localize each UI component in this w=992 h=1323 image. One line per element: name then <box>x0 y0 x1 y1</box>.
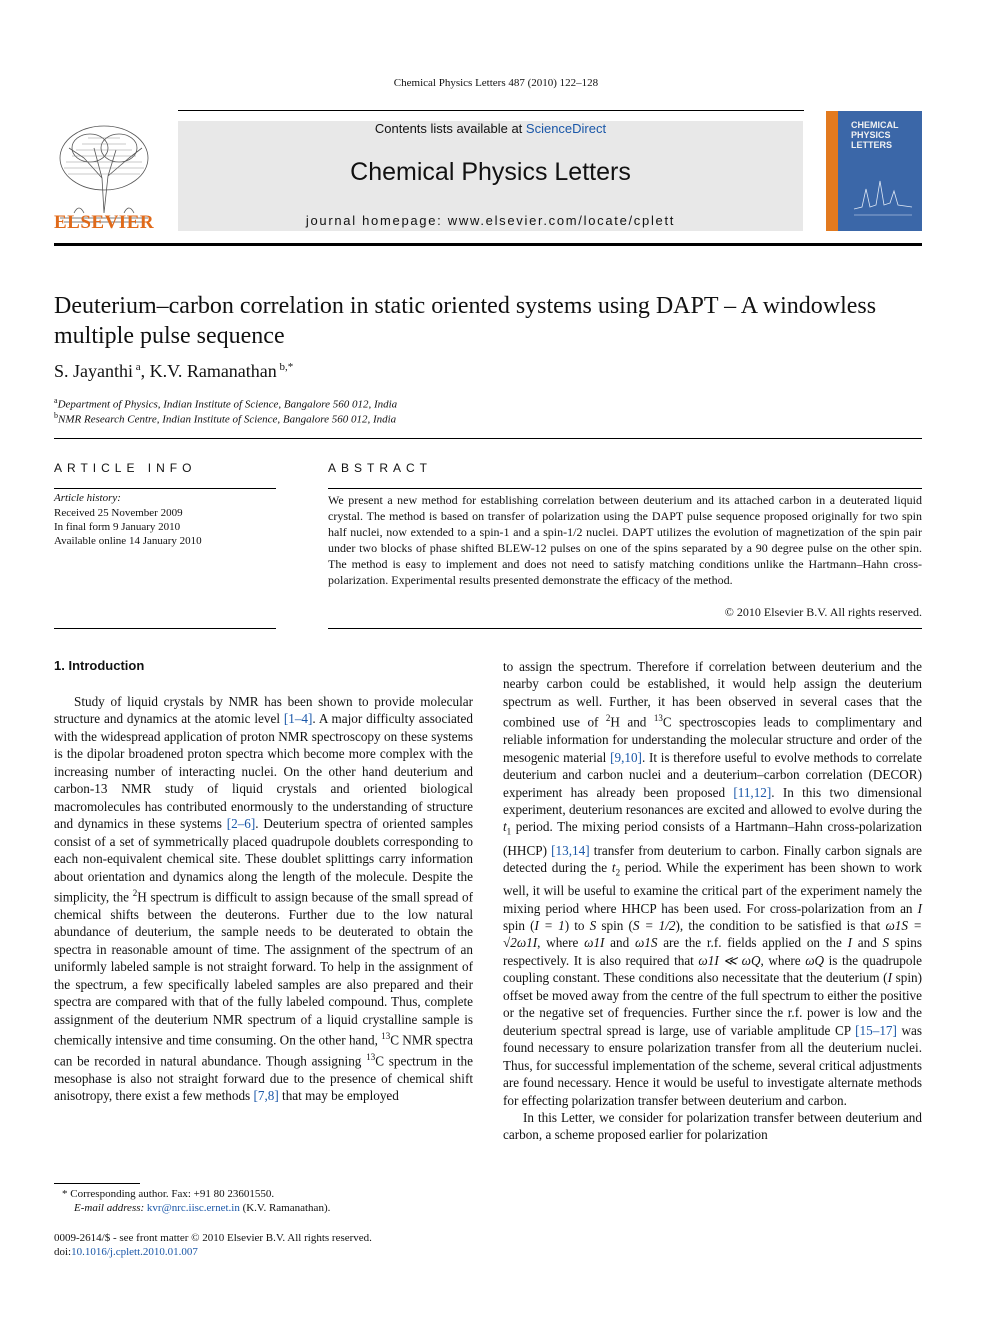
text-run: spins respectively. It is also required that <box>503 935 922 968</box>
sciencedirect-link[interactable]: ScienceDirect <box>525 121 607 136</box>
cover-title-line: LETTERS <box>851 140 893 150</box>
body-paragraph <box>54 693 473 1105</box>
math-var: S <box>589 918 597 934</box>
body-paragraph <box>503 658 922 1109</box>
text-run: ) to <box>564 918 590 934</box>
math-var: t <box>503 819 507 835</box>
citation-link[interactable]: [11,12] <box>733 784 772 800</box>
affil-text: Department of Physics, Indian Institute of Science, Bangalore 560 012, India <box>57 398 398 411</box>
history-online: Available online 14 January 2010 <box>54 535 202 547</box>
isotope-sup: 13 <box>366 1051 376 1062</box>
text-run: spin ( <box>503 918 535 934</box>
journal-homepage[interactable]: journal homepage: www.elsevier.com/locate/cplett <box>305 213 676 228</box>
body-column-left <box>54 693 473 1105</box>
abstract-text: We present a new method for establishing correlation between deuterium and its attached carbon in a deuterated liquid crystal. The method is based on transfer of polarization using the DAPT pulse sequence proposed originally for two spin half nuclei, now extended to a spin-1 and a spin-1/2 nuclei. DAPT utilizes the evolution of magnetization of the spin pair under two blocks of phase shifted BLEW-12 pulses on one of the spins separated by a 90 degree pulse on the other spin. The method is easy to implement and does not need to satisfy matching conditions unlike the Hartmann–Hahn cross-polarization. Experimental results presented demonstrate the efficacy of the method. <box>328 493 922 587</box>
math-var: I <box>847 935 853 951</box>
affil-mark: a <box>54 396 58 405</box>
math-var: t <box>611 860 616 876</box>
text-run: spin) offset be moved away from the centre of the full spectrum to either the positive or the negative set of frequencies. Further since the r.f. power is low and the deuterium spectral spread is large, use of variable amplitude CP <box>503 970 922 1038</box>
history-label: Article history: <box>54 492 121 504</box>
author-separator: , <box>140 361 150 381</box>
history-received: Received 25 November 2009 <box>54 507 183 519</box>
section-heading: 1. Introduction <box>54 658 145 673</box>
article-info-rule <box>54 488 276 489</box>
text-run: are the r.f. fields applied on the <box>657 935 848 951</box>
text-run: . It is therefore useful to evolve methods to correlate deuterium and carbon nuclei and a deuterium–carbon correlation (DECOR) experiment has already been proposed <box>503 749 922 800</box>
math-expr: ω1S = √2ω1I <box>503 918 922 951</box>
isotope-sup: 13 <box>381 1031 391 1041</box>
text-run: H spectrum is difficult to assign because of the small spread of chemical shifts between the deuterons. Further due to the low natural abundance of deuterium, the sample needs to be deuterated to obtain the spectra in reasonable amount of time. The assignment of the spectrum of an uniformly labeled sample is not straight forward. To help in the assignment of the spectrum, a few specifically labeled samples are also prepared and their spectra are compared with that of the fully labeled compound. Thus, complete assignment of the deuterium NMR spectrum of a liquid crystalline sample is chemically intensive and time consuming. On the other hand, <box>54 889 473 1048</box>
contents-available-line <box>178 121 803 136</box>
email-link[interactable]: kvr@nrc.iisc.ernet.in <box>146 1202 240 1214</box>
cover-accent-strip <box>826 111 838 231</box>
issn-line: 0009-2614/$ - see front matter © 2010 Elsevier B.V. All rights reserved. <box>54 1232 372 1244</box>
text-run: that may be employed <box>278 1088 399 1104</box>
text-run: H and <box>610 714 654 730</box>
history-final: In final form 9 January 2010 <box>54 521 181 533</box>
affiliation-b <box>54 411 396 426</box>
text-run: was found necessary to ensure polarization transfer from all the deuterium nuclei. Thus, for successful implementation of the scheme, several critical adjustments are found necessary. Hence it would be useful to investigate alternate methods for effecting polarization transfer between deuterium and carbon. <box>503 1022 922 1108</box>
masthead-top-rule <box>178 110 804 111</box>
math-var: S <box>882 935 890 951</box>
math-expr: S = 1/2 <box>632 918 676 934</box>
author-list <box>54 361 293 382</box>
abstract-copyright: © 2010 Elsevier B.V. All rights reserved. <box>724 605 922 619</box>
corresponding-author-note: * Corresponding author. Fax: +91 80 23601550. <box>62 1188 275 1200</box>
cover-title <box>851 120 899 150</box>
doi-line <box>54 1246 198 1258</box>
journal-name: Chemical Physics Letters <box>350 158 631 186</box>
isotope-sup: 13 <box>653 713 663 724</box>
text-run: is the quadrupole coupling constant. These conditions also necessitate that the deuterium ( <box>503 952 922 986</box>
author-affil-mark: a <box>135 361 141 373</box>
text-run: to assign the spectrum. Therefore if correlation between deuterium and the nearby carbon could be established, it would help assign the deuterium spectrum as well. Further, it has been observed in several cases that the combined use of <box>503 659 922 730</box>
text-run: and <box>852 935 883 951</box>
body-column-right <box>503 658 922 1144</box>
text-run: Study of liquid crystals by NMR has been shown to provide molecular structure and dynamics at the atomic level <box>54 694 473 727</box>
journal-cover-image <box>826 111 922 231</box>
math-expr: I = 1 <box>534 918 565 934</box>
body-paragraph <box>503 1109 922 1144</box>
text-run: . Deuterium spectra of oriented samples consist of a set of symmetrically placed quadrupole doublets corresponding to each non-equivalent chemical site. These doublet splittings carry information about orientation and dynamics along the length of the molecule. Despite the simplicity, the <box>54 816 473 905</box>
citation-link[interactable]: [13,14] <box>551 842 590 858</box>
author-name: S. Jayanthi <box>54 361 133 381</box>
text-run: . In this two dimensional experiment, deuterium resonances are excited and allowed to evolve during the <box>503 784 922 818</box>
cover-figure-icon <box>852 169 914 219</box>
text-run: ), the condition to be satisfied is that <box>675 918 886 934</box>
doi-link[interactable]: 10.1016/j.cplett.2010.01.007 <box>71 1246 198 1258</box>
abstract-bottom-rule <box>328 628 922 629</box>
math-var: I <box>917 900 922 916</box>
author-name: K.V. Ramanathan <box>149 361 277 381</box>
text-run: transfer from deuterium to carbon. Finally carbon signals are detected during the <box>503 842 922 876</box>
author-affil-mark: b,* <box>279 361 294 373</box>
text-run: and <box>604 935 635 951</box>
journal-reference: Chemical Physics Letters 487 (2010) 122–128 <box>393 77 599 89</box>
citation-link[interactable]: [15–17] <box>855 1022 897 1038</box>
email-note <box>74 1202 330 1214</box>
math-expr: ωQ <box>805 952 825 968</box>
doi-prefix: doi: <box>54 1246 72 1258</box>
citation-link[interactable]: [1–4] <box>283 711 313 727</box>
math-expr: ω1I ≪ ωQ <box>698 952 761 968</box>
citation-link[interactable]: [2–6] <box>226 816 256 832</box>
cover-title-line: PHYSICS <box>851 130 891 140</box>
footnote-rule <box>54 1183 140 1184</box>
text-run: C NMR spectra can be recorded in natural abundance. Though assigning <box>54 1032 473 1069</box>
text-run: In this Letter, we consider for polarization transfer between deuterium and carbon, a scheme proposed earlier for polarization <box>503 1110 922 1143</box>
isotope-sup: 2 <box>605 713 611 724</box>
elsevier-wordmark: ELSEVIER <box>54 212 155 233</box>
article-info-bottom-rule <box>54 628 276 629</box>
affil-text: NMR Research Centre, Indian Institute of Science, Bangalore 560 012, India <box>58 413 397 426</box>
text-run: C spectroscopies leads to complimentary and reliable information for understanding the molecular structure and order of the mesogenic material <box>503 714 922 765</box>
isotope-sup: 2 <box>132 887 138 898</box>
math-sub: 2 <box>615 867 621 878</box>
affil-mark: b <box>54 411 58 420</box>
math-expr: ω1S <box>634 935 658 951</box>
email-label: E-mail address: <box>74 1202 147 1214</box>
article-title: Deuterium–carbon correlation in static oriented systems using DAPT – A windowless multiple pulse sequence <box>54 293 877 349</box>
abstract-rule <box>328 488 922 489</box>
math-expr: ω1I <box>584 935 605 951</box>
email-suffix: (K.V. Ramanathan). <box>239 1202 331 1214</box>
citation-link[interactable]: [7,8] <box>253 1088 279 1104</box>
text-run: period. While the experiment has been shown to work well, it will be useful to examine the critical part of the experiment namely the mixing period where HHCP has been used. For cross-polarization from an <box>503 860 922 916</box>
contents-prefix: Contents lists available at <box>374 121 526 136</box>
text-run: , where <box>760 952 806 968</box>
text-run: , where <box>537 935 585 951</box>
text-run: . A major difficulty associated with the widespread application of proton NMR spectroscopy on these systems is the dipolar broadened proton spectra which become more complex with the increasing number of interacting nuclei. On the other hand deuterium and carbon-13 NMR study of liquid crystals and oriented biological macromolecules has contributed enormously to the understanding of structure and dynamics in these systems <box>54 711 473 832</box>
text-run: C spectrum in the mesophase is also not straight forward due to the presence of chemical shift anisotropy, there exist a few methods <box>54 1053 473 1104</box>
abstract-heading: ABSTRACT <box>328 461 433 475</box>
cover-title-line: CHEMICAL <box>851 120 899 130</box>
title-divider <box>54 438 922 439</box>
text-run: period. The mixing period consists of a Hartmann–Hahn cross-polarization (HHCP) <box>503 819 922 858</box>
masthead-bottom-rule <box>54 243 922 246</box>
affiliation-a <box>54 396 397 411</box>
math-sub: 1 <box>506 827 512 838</box>
article-info-heading: ARTICLE INFO <box>54 461 197 475</box>
citation-link[interactable]: [9,10] <box>610 749 642 765</box>
text-run: spin ( <box>596 918 633 934</box>
math-var: I <box>887 970 892 986</box>
